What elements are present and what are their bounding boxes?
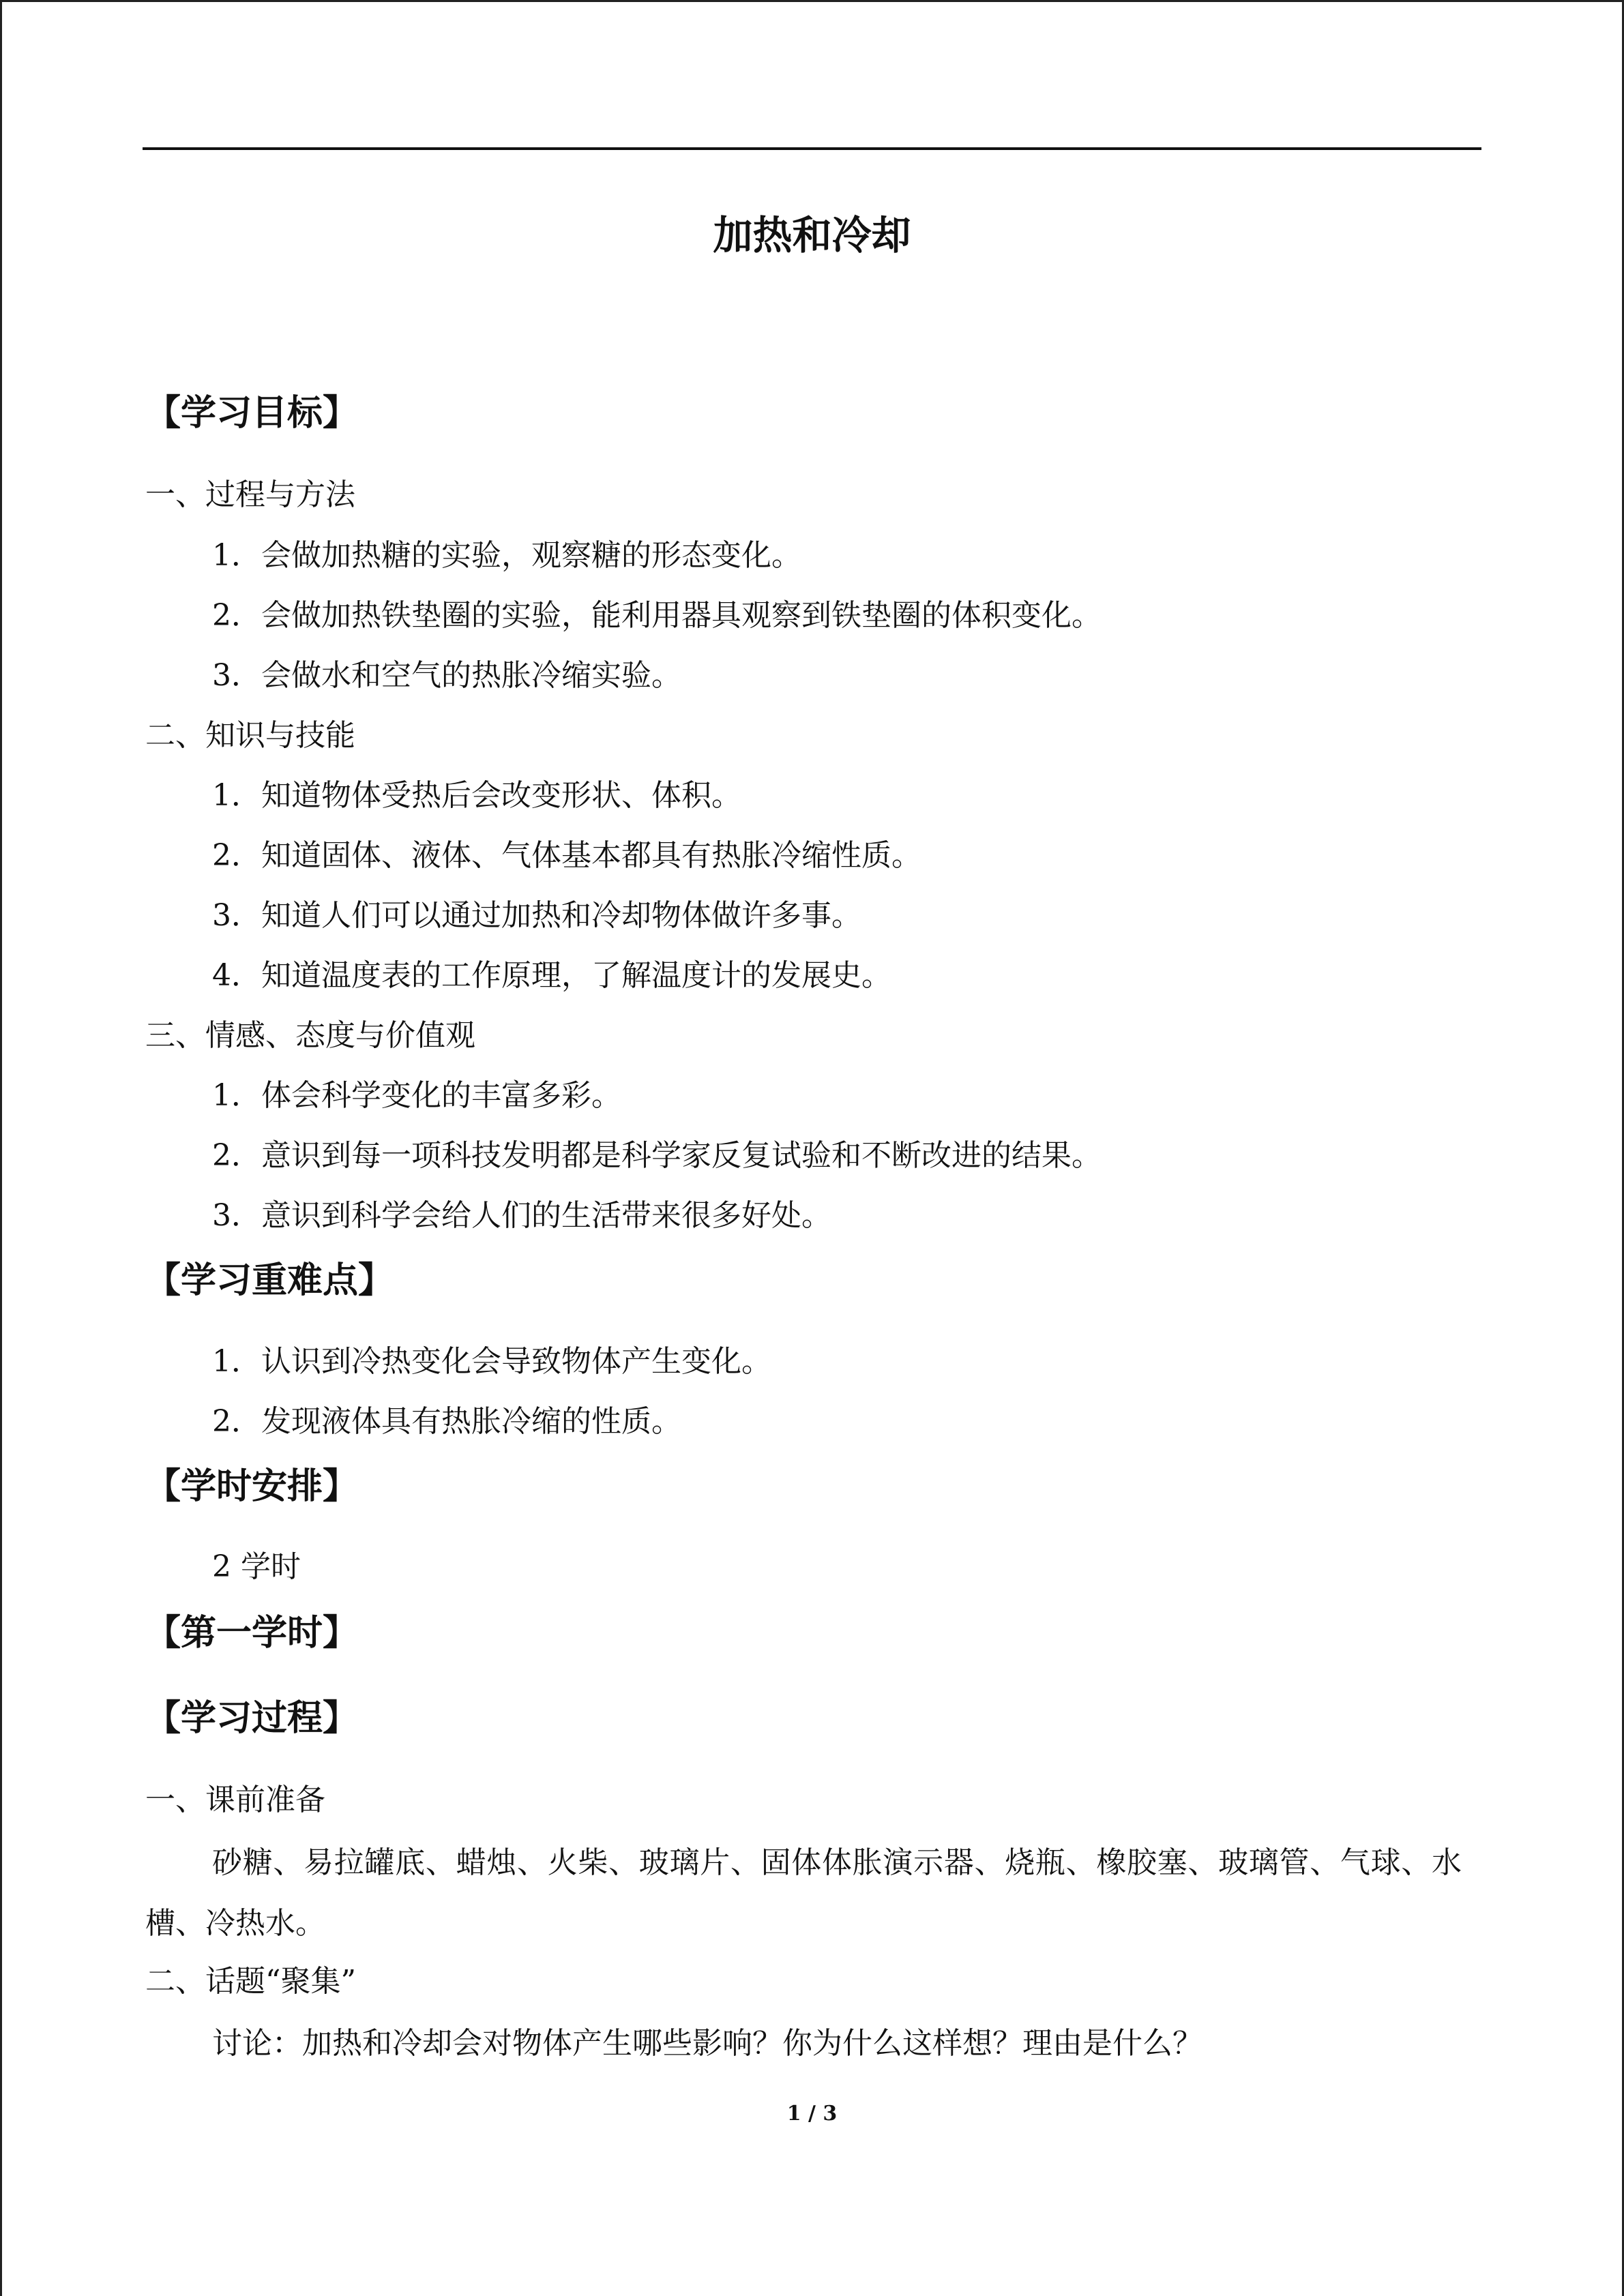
objectives-group-2-label: 二、知识与技能 [145, 718, 355, 753]
objectives-group-3-item-2: 2．意识到每一项科技发明都是科学家反复试验和不断改进的结果。 [212, 1138, 1102, 1173]
page-number: 1 / 3 [786, 2102, 838, 2126]
schedule-heading: 【学时安排】 [145, 1466, 359, 1507]
objectives-group-2-item-1: 1．知道物体受热后会改变形状、体积。 [212, 778, 741, 813]
objectives-group-3-item-3: 3．意识到科学会给人们的生活带来很多好处。 [212, 1198, 831, 1233]
objectives-group-2-item-4: 4．知道温度表的工作原理，了解温度计的发展史。 [212, 958, 891, 993]
objectives-group-2-item-3: 3．知道人们可以通过加热和冷却物体做许多事。 [212, 898, 861, 933]
page-border-left [0, 0, 2, 2296]
process-step-2-label: 二、话题“聚集” [145, 1964, 356, 1999]
page-border-top [0, 0, 1624, 2]
objectives-group-1-item-1: 1．会做加热糖的实验，观察糖的形态变化。 [212, 538, 801, 573]
key-point-item-1: 1．认识到冷热变化会导致物体产生变化。 [212, 1344, 771, 1379]
objectives-group-1-item-2: 2．会做加热铁垫圈的实验，能利用器具观察到铁垫圈的体积变化。 [212, 598, 1102, 633]
objectives-heading: 【学习目标】 [145, 393, 359, 434]
objectives-group-2-item-2: 2．知道固体、液体、气体基本都具有热胀冷缩性质。 [212, 838, 921, 873]
schedule-value: 2 学时 [212, 1549, 301, 1584]
process-step-1-text: 砂糖、易拉罐底、蜡烛、火柴、玻璃片、固体体胀演示器、烧瓶、橡胶塞、玻璃管、气球、水槽、冷热水。 [145, 1845, 1462, 1941]
objectives-group-3-item-1: 1．体会科学变化的丰富多彩。 [212, 1078, 621, 1113]
objectives-group-1-label: 一、过程与方法 [145, 477, 355, 512]
objectives-group-3-label: 三、情感、态度与价值观 [145, 1018, 475, 1053]
header-rule [143, 147, 1481, 150]
objectives-group-1-item-3: 3．会做水和空气的热胀冷缩实验。 [212, 658, 681, 693]
key-points-heading: 【学习重难点】 [145, 1260, 394, 1301]
first-period-heading: 【第一学时】 [145, 1613, 359, 1654]
process-step-1-label: 一、课前准备 [145, 1783, 325, 1817]
key-point-item-2: 2．发现液体具有热胀冷缩的性质。 [212, 1404, 681, 1439]
document-title: 加热和冷却 [713, 212, 911, 258]
process-step-2-text: 讨论：加热和冷却会对物体产生哪些影响？你为什么这样想？理由是什么？ [212, 2026, 1202, 2061]
process-heading: 【学习过程】 [145, 1698, 359, 1739]
